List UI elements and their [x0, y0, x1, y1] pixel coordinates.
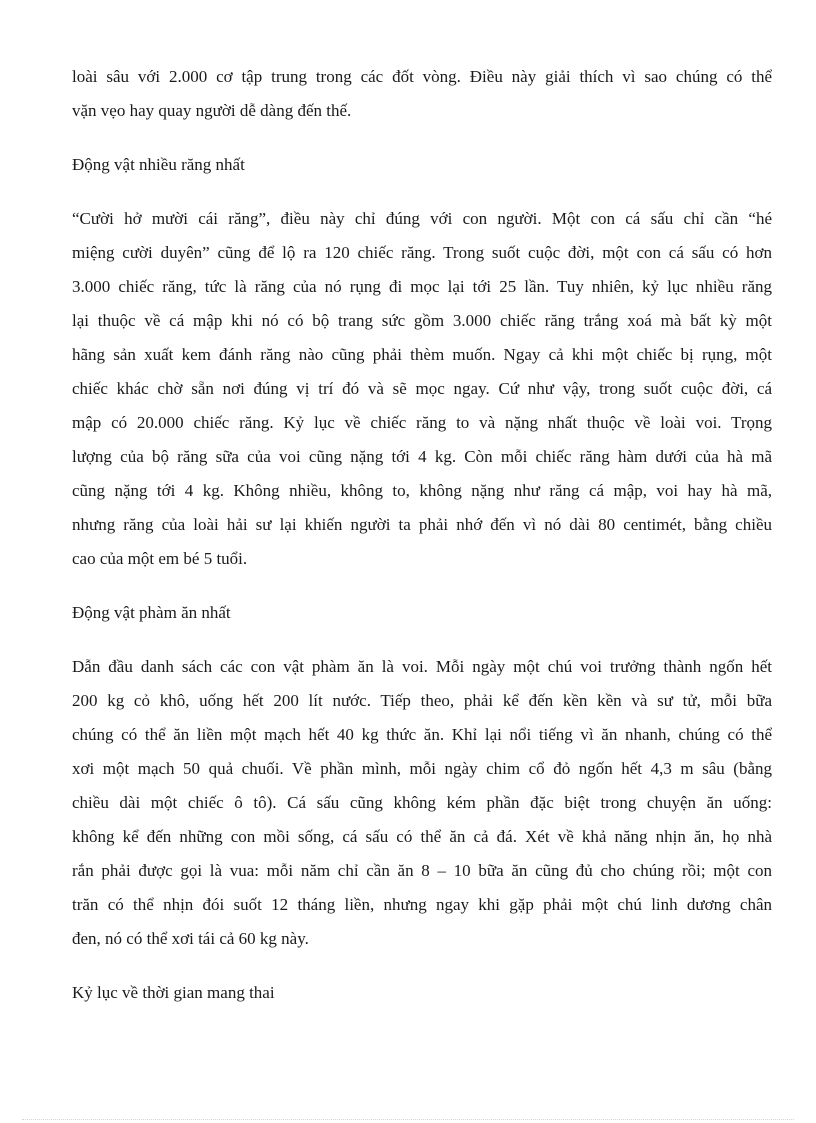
- text-line: trăn có thể nhịn đói suốt 12 tháng liền, nhưng ngay khi gặp phải một chú linh dương chân: [72, 895, 772, 914]
- section-heading-teeth: Động vật nhiều răng nhất: [72, 155, 245, 174]
- text-line: Dẫn đầu danh sách các con vật phàm ăn là voi. Mỗi ngày một chú voi trưởng thành ngốn hết: [72, 657, 772, 676]
- text-line: chúng có thể ăn liền một mạch hết 40 kg thức ăn. Khỉ lại nổi tiếng vì ăn nhanh, chúng có thể: [72, 725, 772, 744]
- text-line: 3.000 chiếc răng, tức là răng của nó rụng đi mọc lại tới 25 lần. Tuy nhiên, kỷ lục nhiều răng: [72, 277, 772, 296]
- page-bottom-divider: [22, 1119, 794, 1120]
- text-line: “Cười hở mười cái răng”, điều này chỉ đúng với con người. Một con cá sấu chỉ cần “hé: [72, 209, 772, 228]
- text-line: cao của một em bé 5 tuổi.: [72, 549, 248, 568]
- intro-paragraph: [72, 60, 772, 128]
- text-line: nhưng răng của loài hải sư lại khiến người ta phải nhớ đến vì nó dài 80 centimét, bằng chiều: [72, 515, 772, 534]
- text-line: mập có 20.000 chiếc răng. Kỷ lục về chiếc răng to và nặng nhất thuộc về loài voi. Trọng: [72, 413, 772, 432]
- text-line: xơi một mạch 50 quả chuối. Về phần mình, mỗi ngày chim cổ đỏ ngốn hết 4,3 m sâu (bằng: [72, 759, 772, 778]
- document-page: [72, 60, 772, 1030]
- eating-paragraph: [72, 650, 772, 956]
- text-line: hãng sản xuất kem đánh răng nào cũng phải thèm muốn. Ngay cả khi một chiếc bị rụng, một: [72, 345, 772, 364]
- section-heading-eating: Động vật phàm ăn nhất: [72, 603, 231, 622]
- text-line: loài sâu với 2.000 cơ tập trung trong các đốt vòng. Điều này giải thích vì sao chúng có thể: [72, 67, 772, 86]
- text-line: lượng của bộ răng sữa của voi cũng nặng tới 4 kg. Còn mỗi chiếc răng hàm dưới của hà mã: [72, 447, 772, 466]
- section-heading-pregnancy: Kỷ lục về thời gian mang thai: [72, 983, 275, 1002]
- teeth-paragraph: [72, 202, 772, 576]
- text-line: 200 kg cỏ khô, uống hết 200 lít nước. Tiếp theo, phải kể đến kền kền và sư tử, mỗi bữa: [72, 691, 772, 710]
- text-line: chiều dài một chiếc ô tô). Cá sấu cũng không kém phần đặc biệt trong chuyện ăn uống:: [72, 793, 772, 812]
- text-line: đen, nó có thể xơi tái cả 60 kg này.: [72, 929, 309, 948]
- text-line: chiếc khác chờ sẵn nơi đúng vị trí đó và sẽ mọc ngay. Cứ như vậy, trong suốt cuộc đời, cá: [72, 379, 772, 398]
- text-line: không kể đến những con mồi sống, cá sấu có thể ăn cả đá. Xét về khả năng nhịn ăn, họ nhà: [72, 827, 772, 846]
- text-line: rắn phải được gọi là vua: mỗi năm chỉ cần ăn 8 – 10 bữa ăn cũng đủ cho chúng rồi; một con: [72, 861, 772, 880]
- text-line: vặn vẹo hay quay người dễ dàng đến thế.: [72, 101, 352, 120]
- text-line: lại thuộc về cá mập khi nó có bộ trang sức gồm 3.000 chiếc răng trắng xoá mà bất kỳ một: [72, 311, 772, 330]
- text-line: miệng cười duyên” cũng để lộ ra 120 chiếc răng. Trong suốt cuộc đời, một con cá sấu có hơn: [72, 243, 772, 262]
- text-line: cũng nặng tới 4 kg. Không nhiều, không to, không nặng như răng cá mập, voi hay hà mã,: [72, 481, 772, 500]
